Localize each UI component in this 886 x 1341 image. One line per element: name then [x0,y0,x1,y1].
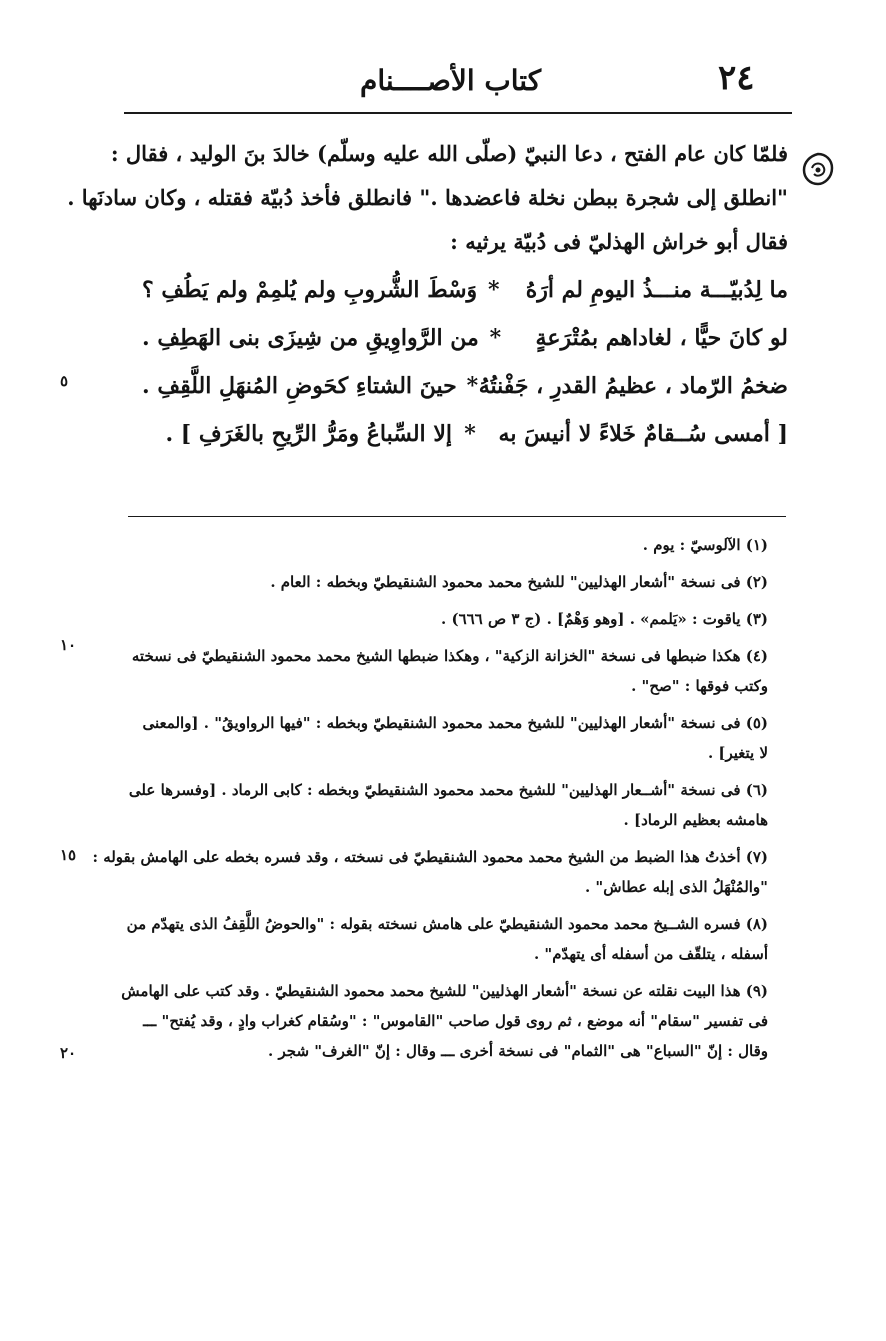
footnote [128,775,768,835]
line-number: ٢٠ [60,1044,77,1062]
verse-second-hemistich: إلا السِّباعُ ومَرُّ الرِّيحِ بالغَرَفِ ] . [165,421,452,447]
footnote-line: وكتب فوقها : "صح" . [631,677,768,695]
footnote-line: (٩) هذا البيت نقلته عن نسخة "أشعار الهذليين" للشيخ محمد محمود الشنقيطيّ . وقد كتب على الهامش [121,982,768,1000]
main-text [67,132,788,458]
footnote-line: (٧) أخذتُ هذا الضبط من الشيخ محمد محمود الشنقيطيّ فى نسخته ، وقد فسره بخطه على الهامش بقوله : [92,848,768,866]
footnote [92,842,768,902]
verse-line [142,410,788,458]
verse-second-hemistich: وَسْطَ الشُّروبِ ولم يُلمِمْ ولم يَطُفِ ؟ [142,277,478,303]
poem [142,266,788,458]
verse-second-hemistich: حينَ الشتاءِ كحَوضِ المُنهَلِ اللَّقِفِ . [142,373,457,399]
verse-separator: * [488,277,500,303]
ornament-icon [796,148,840,192]
line-number: ١٠ [60,636,77,654]
footnote [132,604,768,634]
verse-first-hemistich: لو كانَ حيًّا ، لغاداهم بمُتْرَعةٍ [535,325,788,351]
footnote-line: فى تفسير "سقام" أنه موضع ، ثم روى قول صاحب "القاموس" : "وسُقام كغراب وادٍ ، وقد يُفتح" ـــ [143,1012,768,1030]
verse-line [142,314,788,362]
page-title: كتاب الأصــــنام [360,64,542,97]
verse-first-hemistich: ما لِدُبيّـــة منـــذُ اليومِ لم أرَهُ [525,277,788,303]
page-number: ٢٤ [718,58,755,98]
footnote-line: أسفله ، يتلقّف من أسفله أى يتهدّم" . [533,945,768,963]
header-rule [124,112,792,114]
footnote-line: (٨) فسره الشــيخ محمد محمود الشنقيطيّ على هامش نسخته بقوله : "والحوضُ اللَّقِفُ الذى يتهدّم من [126,915,768,933]
footnote-line: (٦) فى نسخة "أشــعار الهذليين" للشيخ محمد محمود الشنقيطيّ وبخطه : كابى الرماد . [وفسرها على [128,781,768,799]
footnote-line: (٥) فى نسخة "أشعار الهذليين" للشيخ محمد محمود الشنقيطيّ وبخطه : "فيها الرواويقُ" . [والمعنى [142,714,768,732]
footnote-line: (٣) ياقوت : «يَلمم» . [وهو وَهْمٌ] . (ج ٣ ص ٦٦٦) . [441,610,768,628]
verse-first-hemistich: ضخمُ الرّماد ، عظيمُ القدرِ ، جَفْنتُهُ [478,373,788,399]
verse-separator: * [466,373,479,399]
footnote-line: (٤) هكذا ضبطها فى نسخة "الخزانة الزكية" ، وهكذا ضبطها الشيخ محمد محمود الشنقيطيّ فى نسخته [131,647,768,665]
footnote [121,976,768,1066]
footnote-line: هامشه بعظيم الرماد] . [623,811,768,829]
prose-line: "انطلق إلى شجرة ببطن نخلة فاعضدها ." فانطلق فأخذ دُبيّة فقتله ، وكان سادنَها . [67,185,788,210]
verse-first-hemistich: [ أمسى سُــقامٌ خَلاءً لا أنيسَ به [498,421,788,447]
footnote [126,909,768,969]
prose-line: فقال أبو خراش الهذليّ فى دُبيّة يرثيه : [450,229,788,254]
footnote-line: لا يتغير] . [707,744,768,762]
line-number: ٥ [60,372,69,390]
verse-separator: * [489,325,502,351]
footnote [132,530,768,560]
line-number: ١٥ [60,846,77,864]
verse-line [142,266,788,314]
footnote-line: (١) الآلوسيّ : يوم . [642,536,768,554]
footnotes [92,530,768,1066]
footnote-line: "والمُنْهَلُ الذى إبله عطاش" . [584,878,768,896]
footnote-line: (٢) فى نسخة "أشعار الهذليين" للشيخ محمد محمود الشنقيطيّ وبخطه : العام . [270,573,768,591]
footnote [132,567,768,597]
footnote-line: وقال : إنّ "السباع" هى "الثمام" فى نسخة أخرى ـــ وقال : إنّ "الغرف" شجر . [268,1042,768,1060]
verse-second-hemistich: من الرَّواوِيقِ من شِيزَى بنى الهَطِفِ . [142,325,479,351]
verse-line [142,362,788,410]
verse-separator: * [464,421,476,447]
prose-line: فلمّا كان عام الفتح ، دعا النبيّ (صلّى الله عليه وسلّم) خالدَ بنَ الوليد ، فقال : [110,141,788,166]
footnote-rule [128,516,786,517]
footnote [132,641,768,701]
footnote [132,708,768,768]
